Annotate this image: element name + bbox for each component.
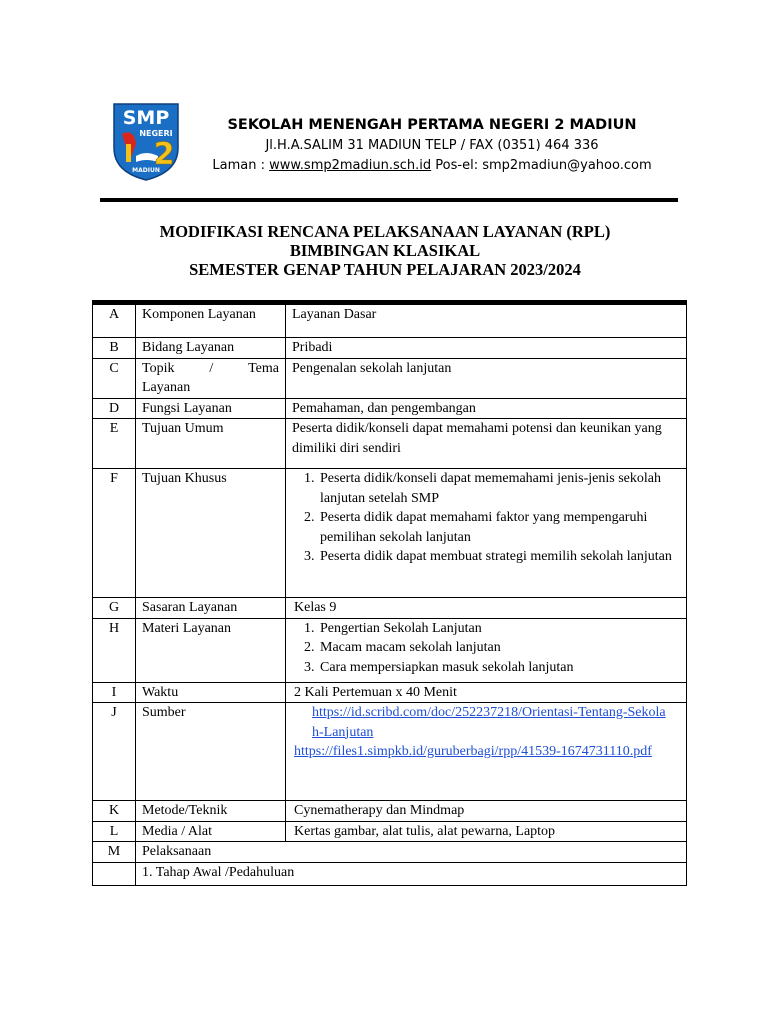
row-code: I [93,682,136,703]
school-logo [110,100,182,182]
table-row [93,598,687,619]
row-value [286,469,687,598]
title-line-3: SEMESTER GENAP TAHUN PELAJARAN 2023/2024 [189,260,581,279]
letterhead-text [192,114,672,176]
row-label: Sasaran Layanan [136,598,286,619]
table-row [93,469,687,598]
table-row [93,682,687,703]
row-code: H [93,618,136,682]
row-label: Tujuan Umum [136,419,286,469]
logo-smp-text: SMP [122,107,170,129]
list-item: 3. Peserta didik dapat membuat strategi memilih sekolah lanjutan [318,547,680,567]
table-row [93,842,687,863]
row-value: Peserta didik/konseli dapat memahami potensi dan keunikan yang dimiliki diri sendiri [286,419,687,469]
table-row [93,862,687,885]
topik-slash: / [209,360,214,376]
list-item: 1. Peserta didik/konseli dapat mememahami jenis-jenis sekolah lanjutan setelah SMP [318,469,680,508]
pelaksanaan-sub: 1. Tahap Awal /Pedahuluan [136,862,687,885]
row-value: Pribadi [286,338,687,359]
row-label: Media / Alat [136,821,286,842]
row-label: Tujuan Khusus [136,469,286,598]
table-row [93,419,687,469]
row-code: C [93,358,136,398]
source-link-simpkb[interactable]: https://files1.simpkb.id/guruberbagi/rpp/41539-1674731110.pdf [294,744,652,759]
row-value [286,682,687,703]
table-row [93,358,687,398]
row-value [286,618,687,682]
row-value [286,801,687,822]
layanan-word: Layanan [142,380,191,395]
row-label: Waktu [136,682,286,703]
row-code-empty [93,862,136,885]
table-row [93,801,687,822]
row-label: Pelaksanaan [136,842,687,863]
list-item: 3. Cara mempersiapkan masuk sekolah lanjutan [318,658,680,678]
email-text: Pos-el: smp2madiun@yahoo.com [431,158,652,173]
waktu-value: 2 Kali Pertemuan x 40 Menit [294,684,457,700]
topik-word: Topik [142,360,175,376]
row-code: G [93,598,136,619]
web-label: Laman : [212,158,270,173]
row-label: Sumber [136,703,286,801]
rpl-table [92,304,687,886]
logo-city-text: MADIUN [132,167,160,174]
media-value: Kertas gambar, alat tulis, alat pewarna, Laptop [294,823,556,839]
title-line-2: BIMBINGAN KLASIKAL [289,241,481,260]
document-title [100,222,670,279]
title-line-1: MODIFIKASI RENCANA PELAKSANAAN LAYANAN (RPL) [159,222,611,241]
row-code: B [93,338,136,359]
table-row [93,338,687,359]
website-link[interactable]: www.smp2madiun.sch.id [269,158,432,173]
tema-word: Tema [248,360,279,376]
source-link-scribd[interactable]: https://id.scribd.com/doc/252237218/Orientasi-Tentang-Sekolah-Lanjutan [312,705,666,740]
tujuan-khusus-list [292,469,680,567]
row-label: Metode/Teknik [136,801,286,822]
list-item: 2. Macam macam sekolah lanjutan [318,638,680,658]
row-code: F [93,469,136,598]
list-item: 1. Pengertian Sekolah Lanjutan [318,619,680,639]
table-row [93,821,687,842]
row-value: Pengenalan sekolah lanjutan [286,358,687,398]
letterhead-divider [100,198,678,202]
row-value [286,703,687,801]
school-name: SEKOLAH MENENGAH PERTAMA NEGERI 2 MADIUN [227,117,637,133]
row-value: Layanan Dasar [286,305,687,338]
row-code: L [93,821,136,842]
row-value: Pemahaman, dan pengembangan [286,398,687,419]
list-item: 2. Peserta didik dapat memahami faktor yang mempengaruhi pemilihan sekolah lanjutan [318,508,680,547]
row-code: K [93,801,136,822]
table-row [93,618,687,682]
logo-number-text: 2 [153,137,175,172]
table-row [93,398,687,419]
table-row [93,305,687,338]
row-code: M [93,842,136,863]
school-address: Jl.H.A.SALIM 31 MADIUN TELP / FAX (0351) 464 336 [265,138,599,153]
metode-value: Cynematherapy dan Mindmap [294,803,465,818]
sasaran-value: Kelas 9 [294,600,337,615]
letterhead [110,98,680,188]
row-code: J [93,703,136,801]
row-code: E [93,419,136,469]
materi-list [292,619,680,678]
row-code: D [93,398,136,419]
row-label: Materi Layanan [136,618,286,682]
row-code: A [93,305,136,338]
school-contact [192,156,672,176]
row-value [286,598,687,619]
row-label [136,358,286,398]
logo-negeri-text: NEGERI [139,129,173,138]
row-label: Bidang Layanan [136,338,286,359]
row-value [286,821,687,842]
row-label: Fungsi Layanan [136,398,286,419]
table-row [93,703,687,801]
row-label: Komponen Layanan [136,305,286,338]
